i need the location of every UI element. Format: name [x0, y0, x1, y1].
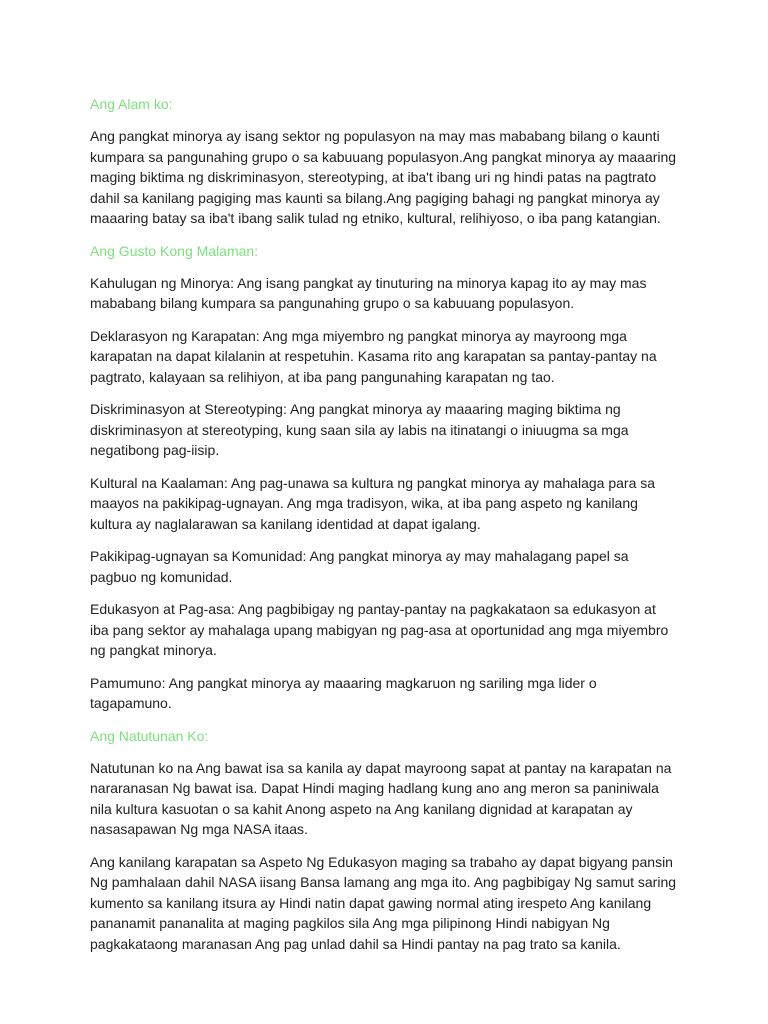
paragraph-edukasyon-at-pag-asa: Edukasyon at Pag-asa: Ang pagbibigay ng pantay-pantay na pagkakataon sa edukasyon at iba pang sektor ay mahalaga upang mabigyan ng pag-asa at oportunidad ang mga miyembro ng pangkat minorya. — [90, 601, 669, 658]
section-ang-natutunan-ko — [90, 726, 678, 955]
paragraph-kahulugan-ng-minorya: Kahulugan ng Minorya: Ang isang pangkat ay tinuturing na minorya kapag ito ay may mas mababang bilang kumpara sa pangunahing grupo o sa kabuuang populasyon. — [90, 274, 647, 311]
section-heading-alam: Ang Alam ko: — [90, 96, 173, 112]
section-heading-gusto: Ang Gusto Kong Malaman: — [90, 242, 259, 259]
section-ang-gusto-kong-malaman — [90, 241, 678, 714]
paragraph-natutunan-1: Natutunan ko na Ang bawat isa sa kanila ay dapat mayroong sapat at pantay na karapatan na nararanasan Ng bawat isa. Dapat Hindi maging hadlang kung ano ang meron sa paniniwala nila kultura kasuotan o sa kahit Anong aspeto na Ang kanilang dignidad at karapatan ay nasasapawan Ng mga NASA itaas. — [90, 759, 672, 837]
paragraph-alam-1: Ang pangkat minorya ay isang sektor ng populasyon na may mas mababang bilang o kaunti kumpara sa pangunahing grupo o sa kabuuang populasyon.Ang pangkat minorya ay maaaring maging biktima ng diskriminasyon, stereotyping, at iba't ibang uri ng hindi patas na pagtrato dahil sa kanilang pagiging mas kaunti sa bilang.Ang pagiging bahagi ng pangkat minorya ay maaaring batay sa iba't ibang salik tulad ng etniko, kultural, relihiyoso, o iba pang katangian. — [90, 128, 677, 226]
paragraph-natutunan-2: Ang kanilang karapatan sa Aspeto Ng Edukasyon maging sa trabaho ay dapat bigyang pansin Ng pamhalaan dahil NASA iisang Bansa lamang ang mga ito. Ang pagbibigay Ng samut saring kumento sa kanilang itsura ay Hindi natin dapat gawing normal ating irespeto Ang kanilang pananamit pananalita at maging pagkilos sila Ang mga pilipinong Hindi nabigyan Ng pagkakataong maranasan Ang pag unlad dahil sa Hindi pantay na pag trato sa kanila. — [90, 853, 677, 952]
paragraph-pamumuno: Pamumuno: Ang pangkat minorya ay maaaring magkaruon ng sariling mga lider o tagapamuno. — [90, 674, 597, 711]
paragraph-pakikipag-ugnayan: Pakikipag-ugnayan sa Komunidad: Ang pangkat minorya ay may mahalagang papel sa pagbuo ng komunidad. — [90, 548, 629, 585]
paragraph-deklarasyon-ng-karapatan: Deklarasyon ng Karapatan: Ang mga miyembro ng pangkat minorya ay mayroong mga karapatan na dapat kilalanin at respetuhin. Kasama rito ang karapatan sa pantay-pantay na pagtrato, kalayaan sa relihiyon, at iba pang pangunahing karapatan ng tao. — [90, 327, 657, 385]
paragraph-diskriminasyon-at-stereotyping: Diskriminasyon at Stereotyping: Ang pangkat minorya ay maaaring maging biktima ng diskriminasyon at stereotyping, kung saan sila ay labis na itinatangi o iniuugma sa mga negatibong pag-iisip. — [90, 401, 629, 458]
paragraph-kultural-na-kaalaman: Kultural na Kaalaman: Ang pag-unawa sa kultura ng pangkat minorya ay mahalaga para sa maayos na pakikipag-ugnayan. Ang mga tradisyon, wika, at iba pang aspeto ng kanilang kultura ay naglalarawan sa kanilang identidad at dapat igalang. — [90, 474, 656, 532]
section-heading-natutunan: Ang Natutunan Ko: — [90, 727, 209, 744]
section-ang-alam-ko — [90, 94, 678, 229]
